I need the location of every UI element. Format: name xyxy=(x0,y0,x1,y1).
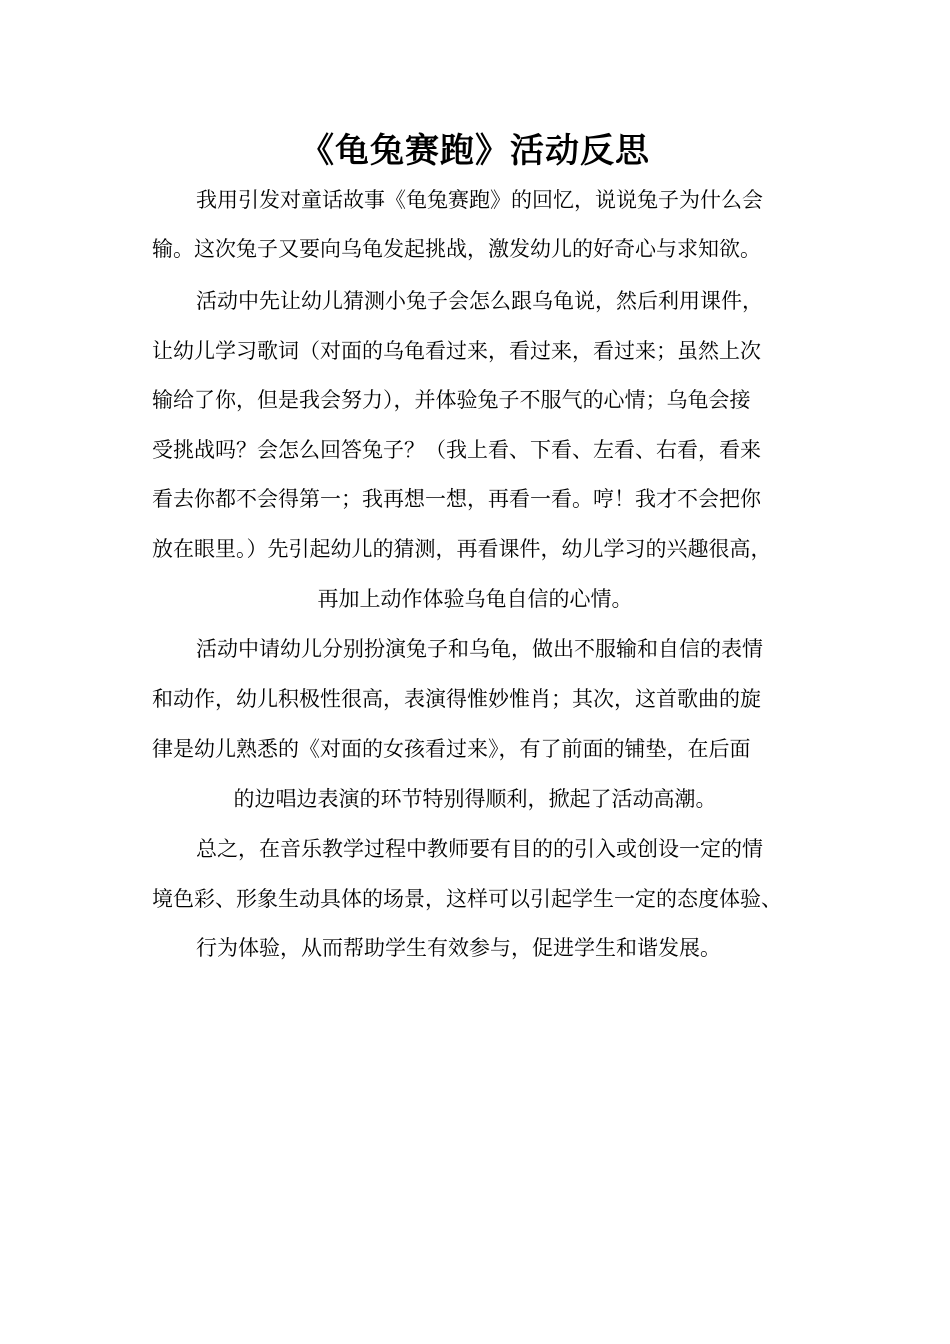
paragraph-line: 境色彩、形象生动具体的场景，这样可以引起学生一定的态度体验、 xyxy=(152,887,782,911)
paragraph-line: 活动中先让幼儿猜测小兔子会怎么跟乌龟说，然后利用课件， xyxy=(196,289,763,313)
paragraph-line: 放在眼里。）先引起幼儿的猜测，再看课件，幼儿学习的兴趣很高， xyxy=(152,537,772,561)
paragraph-line: 受挑战吗？会怎么回答兔子？（我上看、下看、左看、右看，看来 xyxy=(152,438,761,462)
paragraph-line: 的边唱边表演的环节特别得顺利，掀起了活动高潮。 xyxy=(233,787,717,811)
paragraph-line: 再加上动作体验乌龟自信的心情。 xyxy=(317,587,633,611)
paragraph-line: 活动中请幼儿分别扮演兔子和乌龟，做出不服输和自信的表情 xyxy=(196,637,763,661)
paragraph-line: 让幼儿学习歌词（对面的乌龟看过来，看过来，看过来；虽然上次 xyxy=(152,339,761,363)
document-title: 《龟兔赛跑》活动反思 xyxy=(300,131,650,171)
paragraph-line: 输给了你，但是我会努力），并体验兔子不服气的心情；乌龟会接 xyxy=(152,388,751,412)
paragraph-line: 输。这次兔子又要向乌龟发起挑战，激发幼儿的好奇心与求知欲。 xyxy=(152,237,761,261)
paragraph-line: 总之，在音乐教学过程中教师要有目的的引入或创设一定的情 xyxy=(196,837,763,861)
paragraph-line: 律是幼儿熟悉的《对面的女孩看过来》，有了前面的铺垫，在后面 xyxy=(152,737,751,761)
paragraph-line: 和动作，幼儿积极性很高，表演得惟妙惟肖；其次，这首歌曲的旋 xyxy=(152,687,761,711)
paragraph-line: 我用引发对童话故事《龟兔赛跑》的回忆，说说兔子为什么会 xyxy=(196,188,763,212)
paragraph-line: 看去你都不会得第一；我再想一想，再看一看。哼！我才不会把你 xyxy=(152,487,761,511)
paragraph-line: 行为体验，从而帮助学生有效参与，促进学生和谐发展。 xyxy=(196,936,721,960)
